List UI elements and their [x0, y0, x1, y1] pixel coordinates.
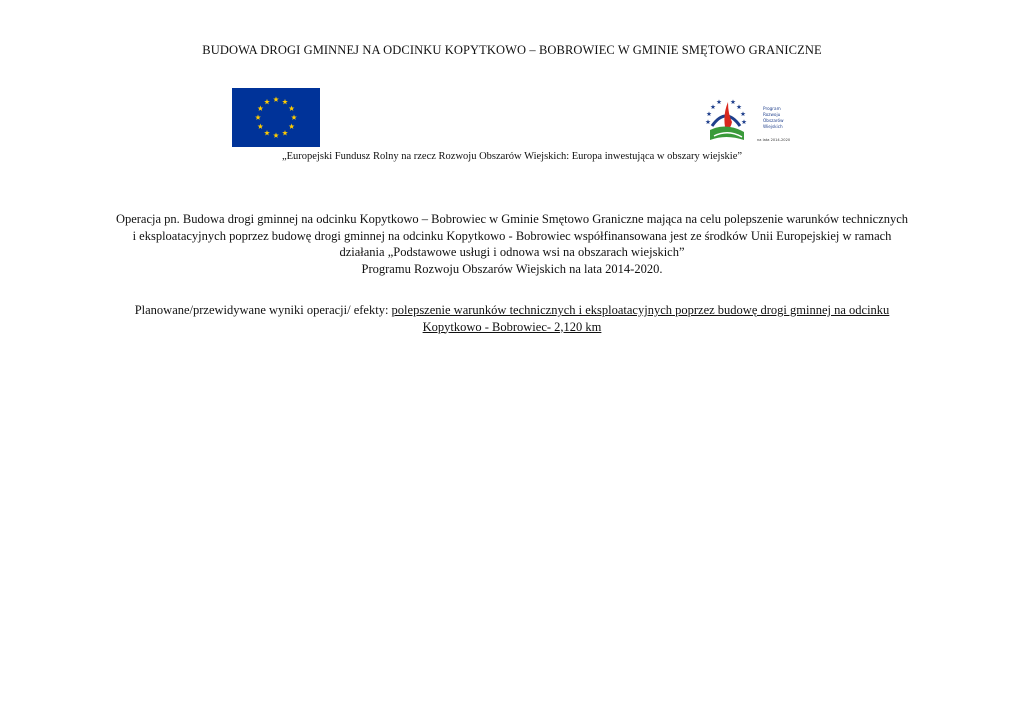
prow-logo-subtext: na lata 2014-2020: [757, 138, 791, 142]
operation-description: [60, 211, 964, 277]
prow-star-icon: [731, 99, 736, 104]
prow-star-icon: [742, 119, 747, 124]
operation-line: i eksploatacyjnych poprzez budowę drogi gminnej na odcinku Kopytkowo - Bobrowiec współfinansowana jest ze środków Unii Europejskiej w ramach: [132, 228, 892, 243]
prow-star-icon: [706, 119, 711, 124]
planned-results: [60, 302, 964, 335]
prow-star-icon: [717, 99, 722, 104]
prow-star-icon: [707, 111, 712, 116]
prow-star-icon: [711, 104, 716, 109]
prow-logo-icon: [704, 92, 794, 144]
prow-logo-text: Rozwoju: [763, 112, 781, 117]
results-value: polepszenie warunków technicznych i eksploatacyjnych poprzez budowę drogi gminnej na odcinku: [391, 303, 890, 317]
eu-flag-icon: [232, 88, 320, 147]
results-label: Planowane/przewidywane wyniki operacji/ efekty:: [134, 303, 392, 317]
prow-star-icon: [737, 104, 742, 109]
prow-logo-text: Obszarów: [763, 118, 784, 123]
page-title: BUDOWA DROGI GMINNEJ NA ODCINKU KOPYTKOWO – BOBROWIEC W GMINIE SMĘTOWO GRANICZNE: [202, 43, 822, 57]
prow-star-icon: [741, 111, 746, 116]
prow-logo-text: Program: [763, 106, 781, 111]
results-value-continued: Kopytkowo - Bobrowiec- 2,120 km: [422, 319, 602, 334]
operation-line: Programu Rozwoju Obszarów Wiejskich na lata 2014-2020.: [361, 261, 663, 276]
operation-line: działania „Podstawowe usługi i odnowa wsi na obszarach wiejskich”: [339, 245, 685, 259]
prow-logo-text: Wiejskich: [763, 124, 783, 129]
fund-caption: „Europejski Fundusz Rolny na rzecz Rozwoju Obszarów Wiejskich: Europa inwestująca w obszary wiejskie”: [281, 151, 743, 162]
operation-line: Operacja pn. Budowa drogi gminnej na odcinku Kopytkowo – Bobrowiec w Gminie Smętowo Graniczne mająca na celu polepszenie warunków technicznych: [115, 212, 909, 226]
